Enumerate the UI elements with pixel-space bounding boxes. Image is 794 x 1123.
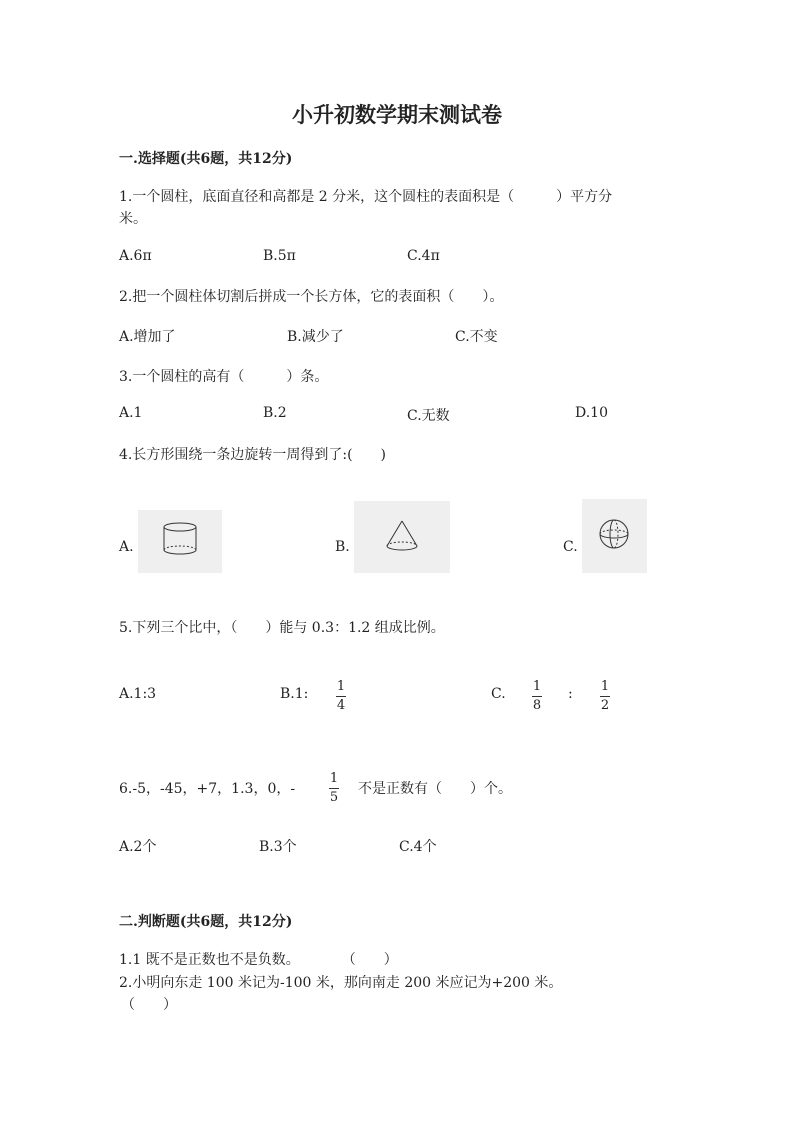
question-5-text: 5.下列三个比中，（ ）能与 0.3：1.2 组成比例。: [119, 620, 445, 636]
question-5-option-a: A.1:3: [119, 686, 157, 702]
fraction-numerator: 1: [600, 679, 610, 694]
question-3-option-a: A.1: [119, 405, 143, 421]
question-5-option-b: B.1:: [280, 686, 309, 702]
question-2-option-c: C.不变: [455, 329, 498, 345]
judgement-question-2-bracket: （ ）: [121, 997, 177, 1013]
question-3-option-c: C.无数: [407, 408, 450, 424]
question-4-option-b: B.: [335, 539, 350, 555]
question-6-fraction: [329, 771, 339, 805]
fraction-bar: [329, 788, 339, 789]
question-5-option-c: C.: [491, 686, 506, 702]
question-5-option-c-colon: :: [568, 686, 573, 702]
question-5-option-c-fraction-2: [600, 679, 610, 713]
cylinder-icon: [138, 510, 222, 573]
question-1-text: 1.一个圆柱，底面直径和高都是 2 分米，这个圆柱的表面积是（ ）平方分: [119, 189, 613, 205]
question-6-text-cont: 不是正数有（ ）个。: [358, 781, 512, 797]
question-1-option-b: B.5π: [263, 248, 296, 264]
question-5-option-b-fraction: [336, 679, 346, 713]
question-3-option-d: D.10: [575, 405, 608, 421]
question-6-option-c: C.4个: [399, 839, 437, 855]
fraction-bar: [600, 696, 610, 697]
cone-icon: [354, 501, 450, 573]
fraction-denominator: 8: [532, 698, 542, 713]
question-1-option-a: A.6π: [119, 248, 152, 264]
judgement-question-1: 1.1 既不是正数也不是负数。 （ ）: [119, 952, 398, 968]
section-heading-choice: 一.选择题(共6题，共12分): [119, 151, 293, 167]
fraction-bar: [532, 696, 542, 697]
question-5-option-c-fraction-1: [532, 679, 542, 713]
section-heading-judgement: 二.判断题(共6题，共12分): [119, 914, 293, 930]
question-3-option-b: B.2: [263, 405, 287, 421]
fraction-denominator: 4: [336, 698, 346, 713]
judgement-question-2: 2.小明向东走 100 米记为-100 米，那向南走 200 米应记为+200 米。: [119, 975, 563, 991]
fraction-bar: [336, 696, 346, 697]
question-4-option-a: A.: [119, 539, 134, 555]
question-4-option-c: C.: [563, 539, 578, 555]
fraction-denominator: 5: [329, 790, 339, 805]
question-1-option-c: C.4π: [407, 248, 440, 264]
fraction-numerator: 1: [336, 679, 346, 694]
question-3-text: 3.一个圆柱的高有（ ）条。: [119, 369, 329, 385]
question-6-text: 6.-5，-45，+7，1.3，0，-: [119, 781, 296, 797]
question-2-option-a: A.增加了: [119, 329, 176, 345]
sphere-icon: [582, 499, 647, 573]
question-2-text: 2.把一个圆柱体切割后拼成一个长方体，它的表面积（ ）。: [119, 289, 504, 305]
fraction-numerator: 1: [532, 679, 542, 694]
fraction-denominator: 2: [600, 698, 610, 713]
page-title: 小升初数学期末测试卷: [292, 102, 502, 127]
question-4-text: 4.长方形围绕一条边旋转一周得到了:( ): [119, 447, 386, 463]
fraction-numerator: 1: [329, 771, 339, 786]
question-6-option-a: A.2个: [119, 839, 157, 855]
question-2-option-b: B.减少了: [287, 329, 344, 345]
question-1-text-cont: 米。: [119, 211, 147, 227]
question-6-option-b: B.3个: [259, 839, 297, 855]
